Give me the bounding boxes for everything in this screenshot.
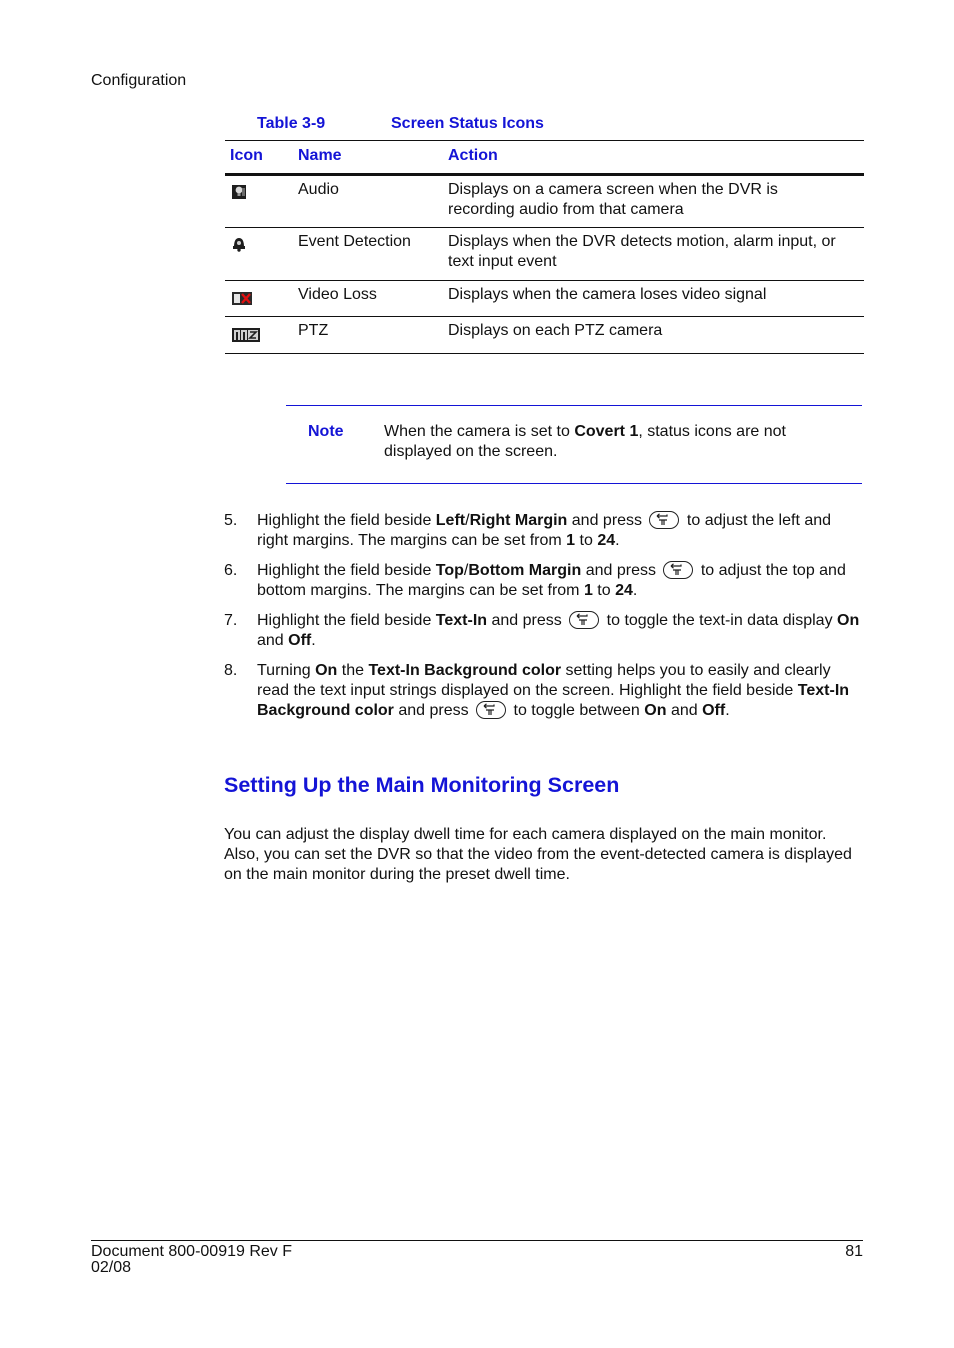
screen-status-icons-table xyxy=(225,140,864,354)
row-name: Audio xyxy=(298,181,339,198)
section-heading: Setting Up the Main Monitoring Screen xyxy=(224,773,620,797)
table-header-row xyxy=(225,140,864,176)
row-action: Displays when the camera loses video signal xyxy=(448,286,767,303)
step-text: Highlight the field beside Left/Right Margin and press to adjust the left and right margins. The margins can be set from 1 to 24. xyxy=(257,512,832,549)
enter-key-icon xyxy=(569,611,599,629)
enter-key-icon xyxy=(476,701,506,719)
event-detection-icon xyxy=(231,236,253,252)
step-number: 8. xyxy=(224,662,238,679)
step-number: 6. xyxy=(224,562,238,579)
table-row xyxy=(225,281,864,317)
table-row xyxy=(225,228,864,281)
note-text xyxy=(384,422,844,462)
column-header-name: Name xyxy=(298,147,342,164)
step-number: 7. xyxy=(224,612,238,629)
note-label: Note xyxy=(308,423,344,440)
step-text: Turning On the Text-In Background color setting helps you to easily and clearly read the text input strings displayed on the screen. Highlight the field beside Text-In Background color and press to toggle between On and Off. xyxy=(257,662,850,719)
column-header-action: Action xyxy=(448,147,498,164)
note-text-part: When the camera is set to xyxy=(384,423,575,440)
table-row xyxy=(225,176,864,228)
running-header: Configuration xyxy=(91,72,187,89)
footer-document-id: Document 800-00919 Rev F xyxy=(91,1243,292,1260)
video-loss-icon xyxy=(231,290,253,306)
enter-key-icon xyxy=(649,511,679,529)
note-box xyxy=(286,405,862,484)
row-name: Video Loss xyxy=(298,286,377,303)
step-text: Highlight the field beside Text-In and press to toggle the text-in data display On and Off. xyxy=(257,612,860,649)
note-text-part: , status icons are not displayed on the screen. xyxy=(384,423,786,460)
section-paragraph: You can adjust the display dwell time for each camera displayed on the main monitor. Also, you can set the DVR so that the video from the event-detected camera is displayed on the main monitor during the preset dwell time. xyxy=(224,826,852,883)
step-number: 5. xyxy=(224,512,238,529)
page-number: 81 xyxy=(845,1243,863,1260)
table-caption-title: Screen Status Icons xyxy=(391,115,544,132)
row-action: Displays on a camera screen when the DVR is recording audio from that camera xyxy=(448,181,778,218)
row-name: Event Detection xyxy=(298,233,411,250)
step-text: Highlight the field beside Top/Bottom Margin and press to adjust the top and bottom margins. The margins can be set from 1 to 24. xyxy=(257,562,846,599)
enter-key-icon xyxy=(663,561,693,579)
audio-status-icon xyxy=(231,184,253,200)
ptz-icon xyxy=(231,327,261,343)
footer-divider xyxy=(91,1240,863,1241)
note-bold-text: Covert 1 xyxy=(574,423,639,440)
row-action: Displays on each PTZ camera xyxy=(448,322,663,339)
row-action: Displays when the DVR detects motion, alarm input, or text input event xyxy=(448,233,836,270)
row-name: PTZ xyxy=(298,322,329,339)
table-caption-number: Table 3-9 xyxy=(257,115,326,132)
column-header-icon: Icon xyxy=(230,147,263,164)
footer-date: 02/08 xyxy=(91,1259,132,1276)
table-row xyxy=(225,317,864,354)
